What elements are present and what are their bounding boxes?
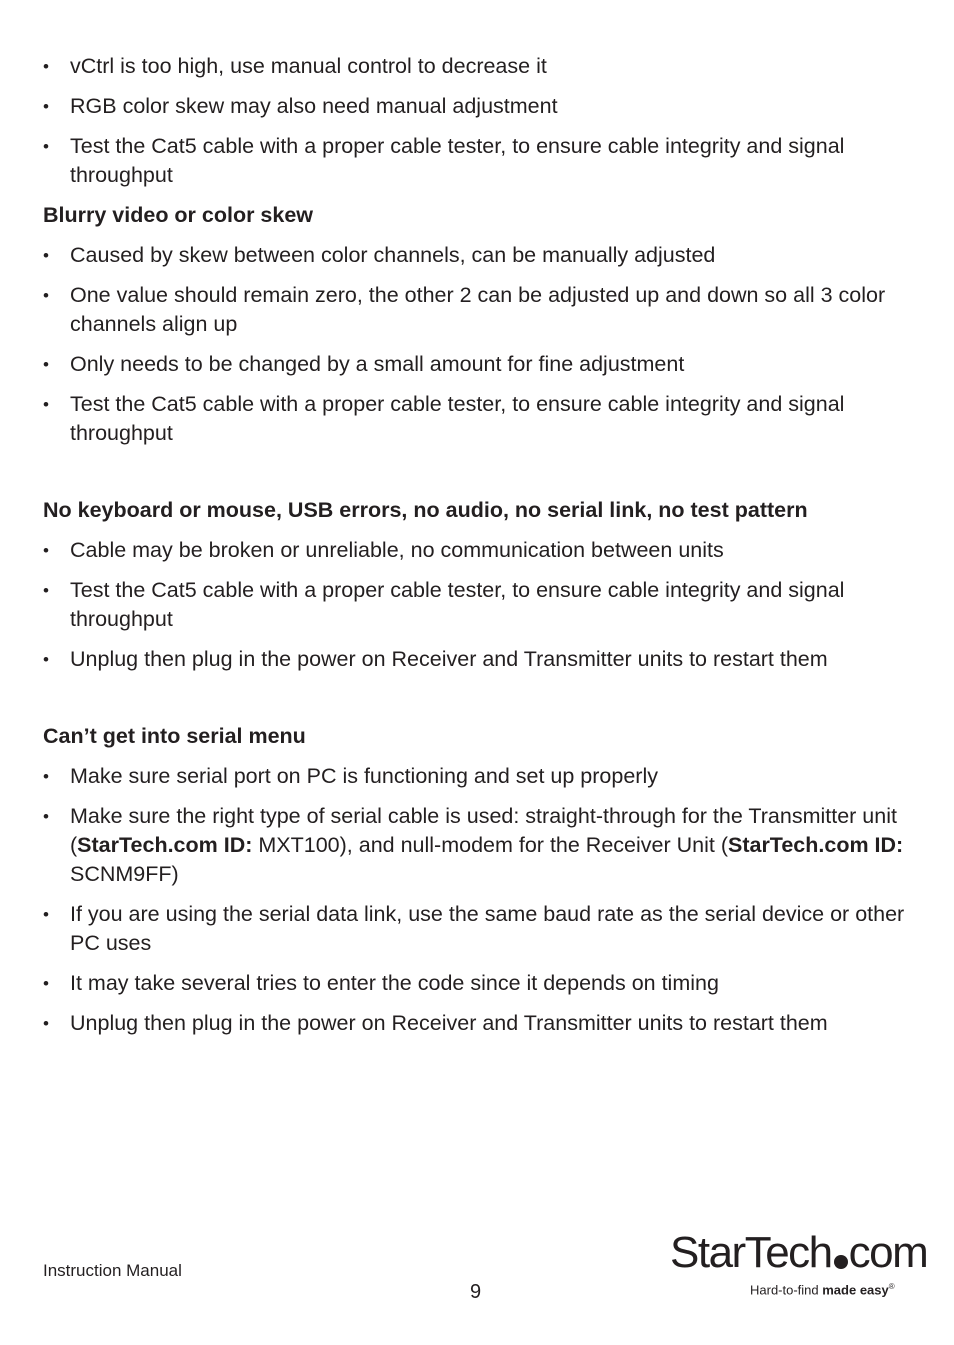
- bullet-icon: •: [43, 395, 49, 414]
- list-item: [43, 576, 913, 634]
- startech-id-label: StarTech.com ID:: [727, 833, 904, 857]
- bullet-icon: •: [43, 581, 49, 600]
- list-item-text: [70, 804, 903, 886]
- bullet-icon: •: [43, 57, 49, 76]
- list-item: [43, 241, 913, 270]
- list-item-text: Cable may be broken or unreliable, no communication between units: [70, 538, 724, 562]
- list-item: [43, 1009, 913, 1038]
- list-item-text: It may take several tries to enter the code since it depends on timing: [70, 971, 719, 995]
- bullet-icon: •: [43, 541, 49, 560]
- bullet-icon: •: [43, 1014, 49, 1033]
- bullet-icon: •: [43, 767, 49, 786]
- list-item-text: Test the Cat5 cable with a proper cable tester, to ensure cable integrity and signal throughput: [70, 134, 845, 187]
- list-item: [43, 969, 913, 998]
- list-item-text: Unplug then plug in the power on Receiver and Transmitter units to restart them: [70, 1011, 828, 1035]
- list-item: [43, 536, 913, 565]
- cable-text-part: Make sure the right type of serial cable is used: straight-through for the Transmitter unit (: [70, 804, 897, 857]
- list-item: [43, 900, 913, 958]
- section-spacer: [43, 459, 913, 496]
- logo-brand-part: StarTech: [670, 1228, 832, 1277]
- cable-text-part: SCNM9FF): [70, 862, 179, 886]
- list-item: [43, 802, 913, 889]
- bullet-icon: •: [43, 905, 49, 924]
- startech-id-label: StarTech.com ID:: [77, 833, 253, 857]
- list-item: [43, 281, 913, 339]
- logo-brand-part: com: [848, 1228, 928, 1277]
- list-item-text: If you are using the serial data link, use the same baud rate as the serial device or other PC uses: [70, 902, 905, 955]
- list-item: [43, 132, 913, 190]
- logo-wordmark: [670, 1228, 927, 1278]
- bullet-icon: •: [43, 246, 49, 265]
- list-item: [43, 92, 913, 121]
- list-item-text: Unplug then plug in the power on Receiver and Transmitter units to restart them: [70, 647, 828, 671]
- list-item-text: Test the Cat5 cable with a proper cable tester, to ensure cable integrity and signal throughput: [70, 578, 845, 631]
- registered-mark: ®: [888, 1282, 895, 1291]
- list-item-text: Only needs to be changed by a small amount for fine adjustment: [70, 352, 685, 376]
- list-item: [43, 645, 913, 674]
- tagline-regular: Hard-to-find: [750, 1282, 823, 1298]
- list-item-text: Make sure serial port on PC is functioning and set up properly: [70, 764, 658, 788]
- logo-tagline: [750, 1282, 895, 1297]
- page-number: 9: [470, 1281, 482, 1303]
- list-item-text: Test the Cat5 cable with a proper cable tester, to ensure cable integrity and signal throughput: [70, 392, 845, 445]
- section-heading-no-keyboard: No keyboard or mouse, USB errors, no audio, no serial link, no test pattern: [43, 498, 808, 522]
- bullet-icon: •: [43, 97, 49, 116]
- bullet-list-intro: [43, 52, 913, 190]
- bullet-icon: •: [43, 974, 49, 993]
- bullet-list-blurry-video: [43, 241, 913, 448]
- startech-logo: [670, 1228, 928, 1308]
- bullet-icon: •: [43, 650, 49, 669]
- bullet-list-no-keyboard: [43, 536, 913, 674]
- tagline-bold: made easy: [822, 1282, 889, 1298]
- document-body: [43, 52, 913, 1049]
- bullet-icon: •: [43, 355, 49, 374]
- bullet-icon: •: [43, 286, 49, 305]
- section-heading-blurry-video: Blurry video or color skew: [43, 203, 314, 227]
- bullet-icon: •: [43, 807, 49, 826]
- list-item-text: Caused by skew between color channels, can be manually adjusted: [70, 243, 716, 267]
- section-heading-serial-menu: Can’t get into serial menu: [43, 724, 306, 748]
- list-item: [43, 762, 913, 791]
- bullet-list-serial-menu: [43, 762, 913, 1038]
- list-item-text: vCtrl is too high, use manual control to decrease it: [70, 54, 547, 78]
- logo-dot-icon: [834, 1255, 848, 1269]
- section-spacer: [43, 685, 913, 722]
- list-item-text: RGB color skew may also need manual adjustment: [70, 94, 558, 118]
- list-item: [43, 390, 913, 448]
- bullet-icon: •: [43, 137, 49, 156]
- list-item: [43, 350, 913, 379]
- cable-text-part: MXT100), and null-modem for the Receiver Unit (: [252, 833, 728, 857]
- footer-manual-label: Instruction Manual: [43, 1261, 182, 1280]
- list-item-text: One value should remain zero, the other 2 can be adjusted up and down so all 3 color channels align up: [70, 283, 886, 336]
- list-item: [43, 52, 913, 81]
